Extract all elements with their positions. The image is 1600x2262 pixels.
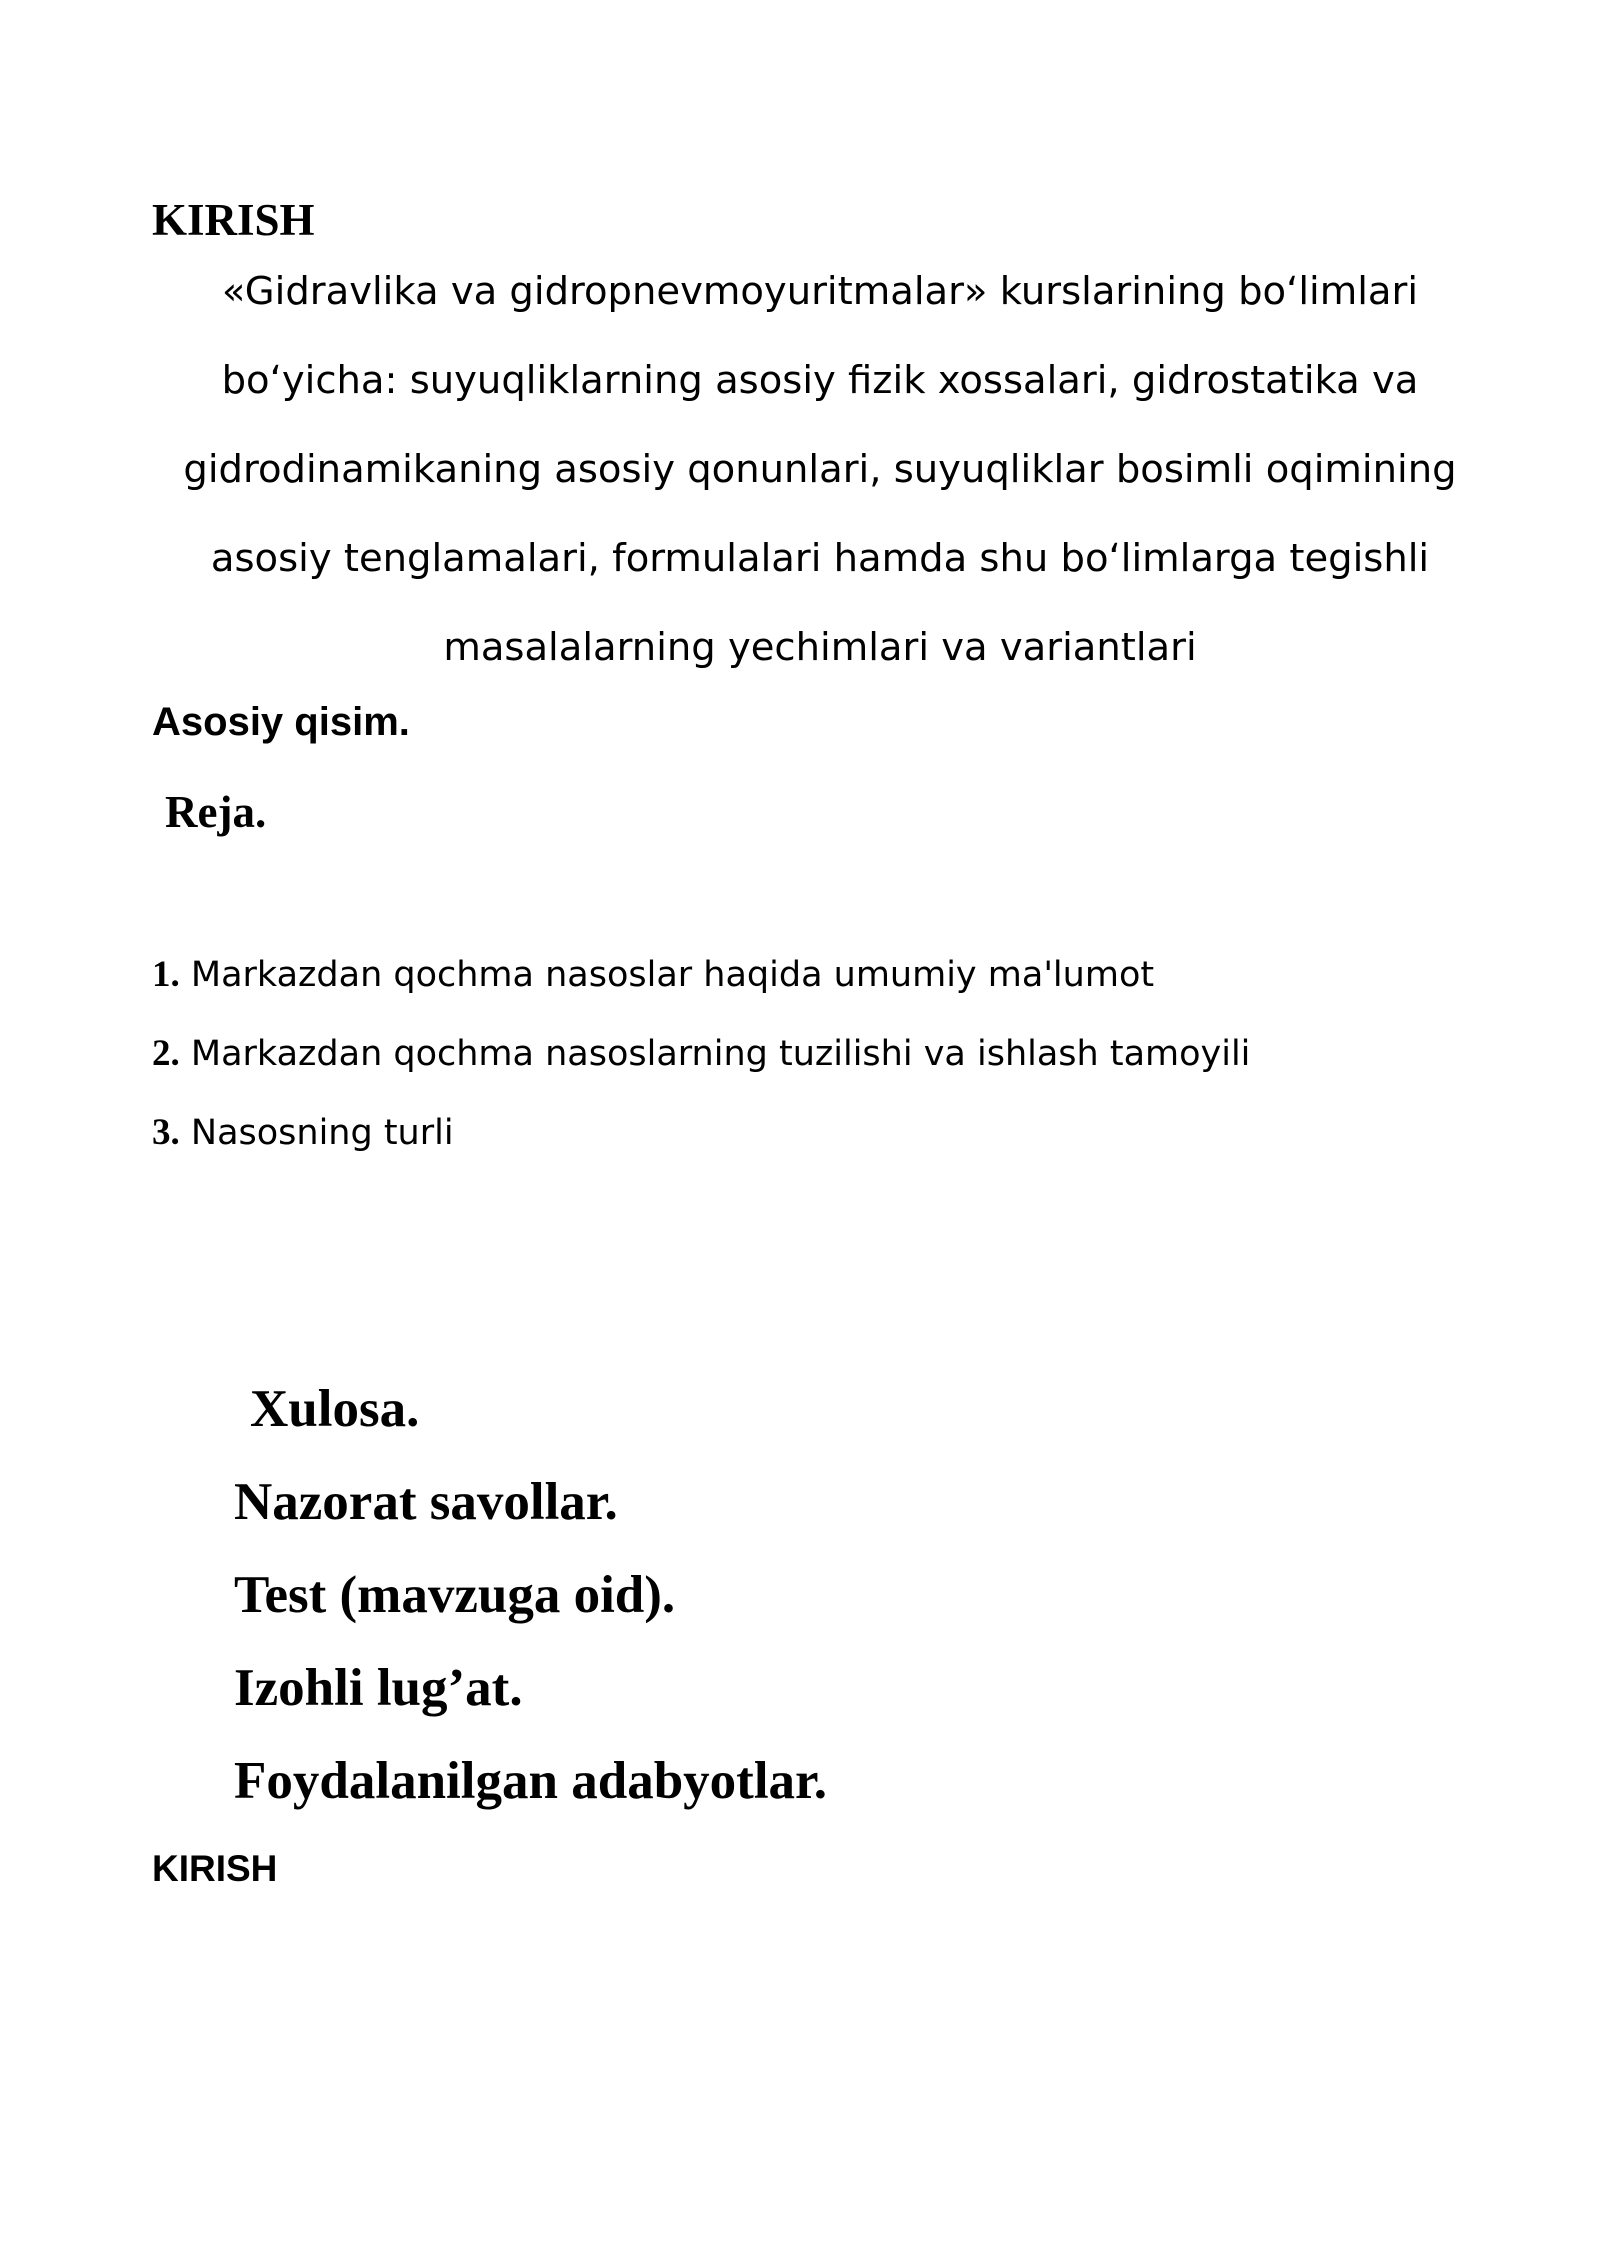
intro-paragraph: «Gidravlika va gidropnevmoyuritmalar» kurslarining bo‘limlari bo‘yicha: suyuqliklarning asosiy fizik xossalari, gidrostatika va gidrodinamikaning asosiy qonunlari, suyuqliklar bosimli oqimining asosiy tenglamalari, formulalari hamda shu bo‘limlarga tegishli masalalarning yechimlari va variantlari — [183, 269, 1457, 670]
plan-item-text: Markazdan qochma nasoslarning tuzilishi va ishlash tamoyili — [190, 1034, 1251, 1074]
main-part-heading: Asosiy qisim. — [152, 700, 410, 744]
references-heading: Foydalanilgan adabyotlar. — [234, 1752, 827, 1810]
plan-item — [152, 1110, 454, 1156]
intro-heading-bottom: KIRISH — [152, 1848, 278, 1889]
glossary-heading: Izohli lug’at. — [234, 1659, 523, 1717]
plan-item-number: 2. — [152, 1033, 180, 1074]
plan-item-text: Markazdan qochma nasoslar haqida umumiy ma'lumot — [190, 955, 1155, 995]
test-heading: Test (mavzuga oid). — [234, 1566, 676, 1624]
plan-item — [152, 952, 1154, 998]
plan-item-number: 1. — [152, 954, 180, 995]
conclusion-heading: Xulosa. — [250, 1380, 420, 1438]
intro-heading: KIRISH — [152, 195, 315, 245]
control-questions-heading: Nazorat savollar. — [234, 1473, 618, 1531]
plan-item-text: Nasosning turli — [190, 1113, 454, 1153]
plan-item-number: 3. — [152, 1112, 180, 1153]
plan-heading: Reja. — [165, 787, 267, 837]
plan-item — [152, 1031, 1250, 1077]
